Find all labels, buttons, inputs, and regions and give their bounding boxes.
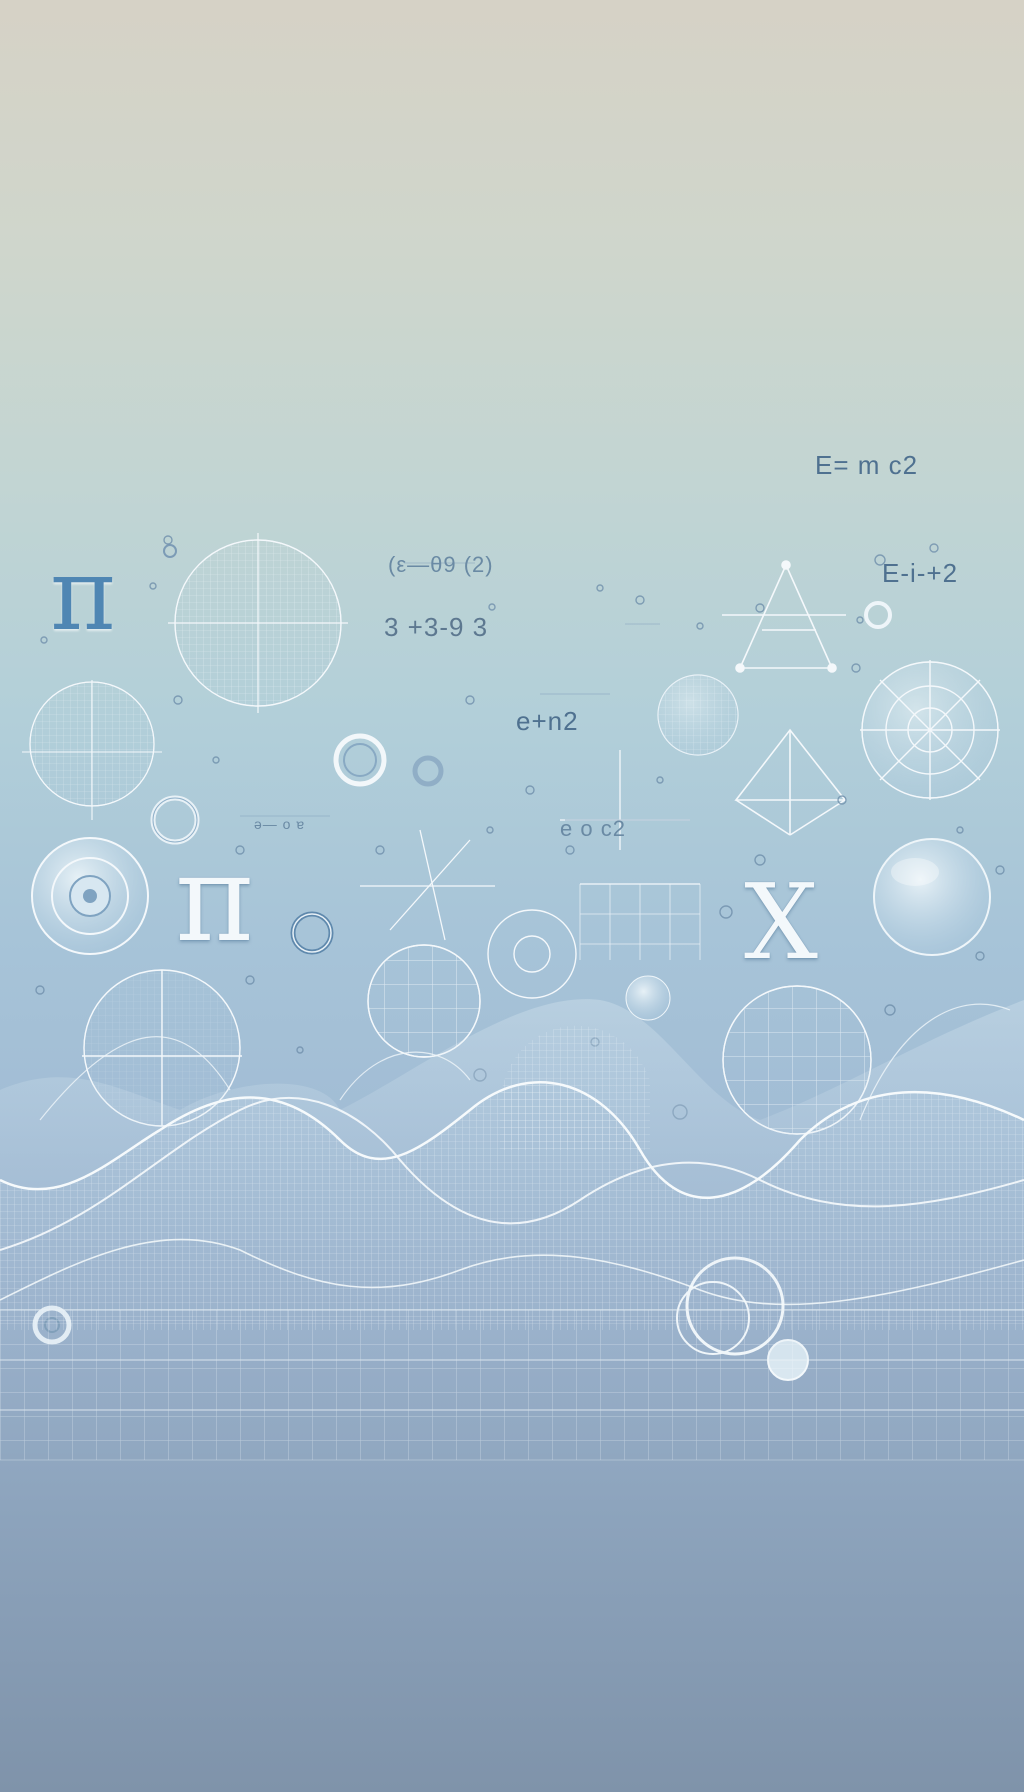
pi-symbol-center: π [175, 830, 254, 969]
floor-grid [0, 1310, 1024, 1460]
formula-paren-row: (ε—θ9 (2) [388, 552, 494, 577]
x-symbol-right: X [744, 861, 819, 983]
triangle-diagram [722, 561, 846, 835]
radial-circle-diagram [860, 660, 1000, 800]
formula-small-left: ǝ— o ɐ [254, 816, 306, 832]
formula-lower-center: e o c2 [560, 816, 626, 841]
circle-diagram-large [168, 533, 348, 713]
formula-right: E-i-+2 [882, 558, 959, 588]
target-circle [32, 838, 148, 954]
glass-sphere-small [626, 675, 738, 1020]
formula-numbers-row: 3 +3-9 3 [384, 612, 489, 642]
circle-diagram-left [22, 680, 162, 820]
formula-center: e+n2 [516, 706, 579, 736]
formula-top-right: E= m c2 [815, 450, 919, 480]
glass-sphere-right [874, 839, 990, 955]
axes-sketch [360, 750, 700, 960]
pi-symbol-left: π [50, 536, 116, 653]
